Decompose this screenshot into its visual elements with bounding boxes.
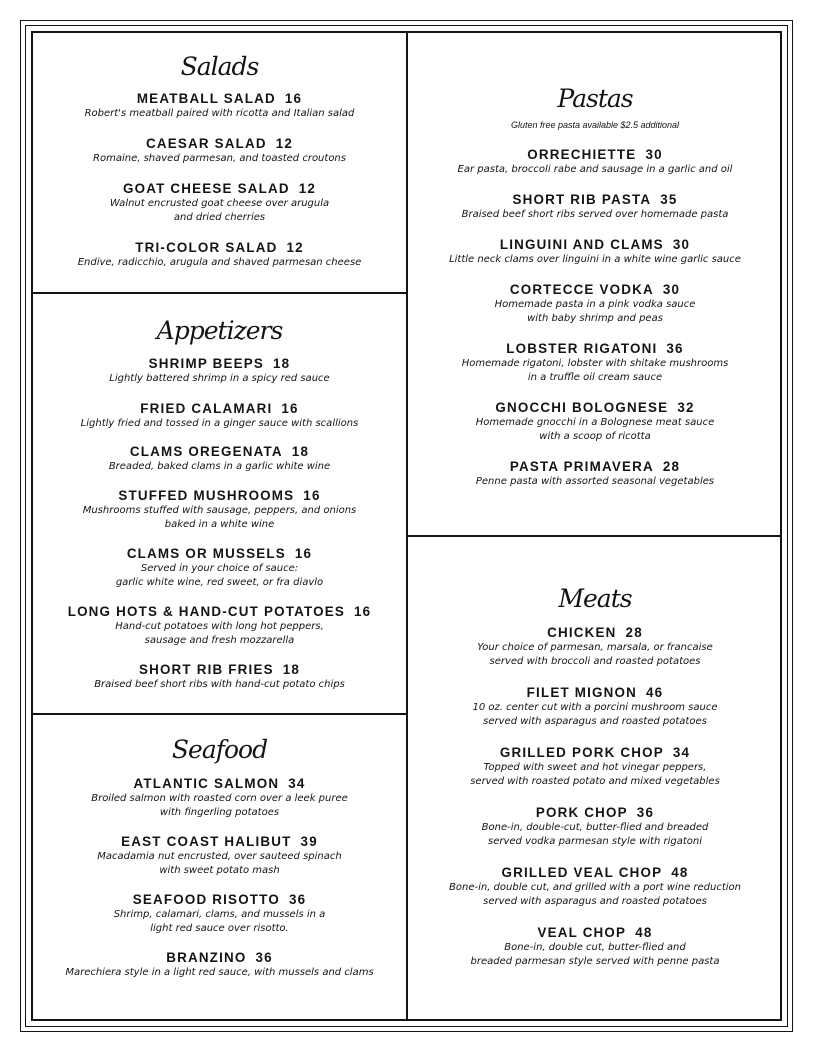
item-name: CLAMS OREGENATA <box>129 444 283 459</box>
menu-item <box>409 237 781 267</box>
item-description: Broiled salmon with roasted corn over a leek puree with fingerling potatoes <box>91 793 348 818</box>
item-description: Homemade gnocchi in a Bolognese meat sauce with a scoop of ricotta <box>475 417 715 442</box>
item-description: Homemade rigatoni, lobster with shitake mushrooms in a truffle oil cream sauce <box>461 358 729 383</box>
item-name: SHORT RIB FRIES <box>138 662 274 677</box>
item-name: LONG HOTS & HAND-CUT POTATOES <box>67 604 346 619</box>
item-price: 12 <box>298 181 316 196</box>
item-price: 34 <box>288 776 306 791</box>
item-description: Your choice of parmesan, marsala, or francaise served with broccoli and roasted potatoes <box>477 642 713 667</box>
section-title-meats: Meats <box>558 584 632 613</box>
item-price: 36 <box>288 892 307 907</box>
item-price: 46 <box>646 685 664 700</box>
divider-appetizers-seafood <box>31 713 407 715</box>
item-price: 30 <box>645 147 663 162</box>
section-title-salads: Salads <box>180 52 259 81</box>
item-description: Penne pasta with assorted seasonal vegetables <box>475 476 715 487</box>
divider-pastas-meats <box>407 535 782 537</box>
menu-item <box>33 892 406 936</box>
menu-item <box>33 834 406 878</box>
item-description: Lightly fried and tossed in a ginger sauce with scallions <box>80 418 359 429</box>
item-name: LOBSTER RIGATONI <box>506 341 658 356</box>
meats-section <box>409 584 781 969</box>
item-description: Bone-in, double-cut, butter-flied and breaded served vodka parmesan style with rigatoni <box>481 822 709 847</box>
appetizers-section <box>33 316 406 692</box>
item-description: Braised beef short ribs with hand-cut potato chips <box>94 679 345 690</box>
item-name: CORTECCE VODKA <box>509 282 654 297</box>
item-description: Bone-in, double cut, butter-flied and breaded parmesan style served with penne pasta <box>470 942 720 967</box>
menu-item <box>409 685 781 729</box>
item-name: SEAFOOD RISOTTO <box>132 892 280 907</box>
item-description: Braised beef short ribs served over homemade pasta <box>461 209 729 220</box>
item-name: SHORT RIB PASTA <box>512 192 652 207</box>
item-name: GOAT CHEESE SALAD <box>122 181 290 196</box>
item-name: LINGUINI AND CLAMS <box>499 237 664 252</box>
item-name: STUFFED MUSHROOMS <box>118 488 295 503</box>
item-description: Shrimp, calamari, clams, and mussels in a light red sauce over risotto. <box>113 909 326 934</box>
item-price: 36 <box>255 950 273 965</box>
menu-item <box>33 604 406 648</box>
menu-item <box>409 341 781 385</box>
menu-item <box>409 400 781 444</box>
item-description: Breaded, baked clams in a garlic white wine <box>108 461 331 472</box>
item-price: 28 <box>662 459 681 474</box>
item-description: Endive, radicchio, arugula and shaved parmesan cheese <box>77 257 362 268</box>
item-price: 12 <box>275 136 294 151</box>
item-name: TRI-COLOR SALAD <box>135 240 278 255</box>
item-price: 36 <box>636 805 655 820</box>
item-name: ORRECHIETTE <box>527 147 637 162</box>
item-description: Bone-in, double cut, and grilled with a port wine reduction served with asparagus and roasted potatoes <box>449 882 741 907</box>
item-price: 18 <box>282 662 301 677</box>
item-price: 18 <box>291 444 310 459</box>
item-name: VEAL CHOP <box>537 925 627 940</box>
item-price: 34 <box>672 745 691 760</box>
pastas-section <box>409 84 781 489</box>
column-divider <box>406 31 408 1021</box>
seafood-section <box>33 735 406 980</box>
item-name: FRIED CALAMARI <box>140 401 273 416</box>
menu-item <box>33 181 406 225</box>
item-price: 16 <box>354 604 372 619</box>
item-price: 16 <box>284 91 303 106</box>
menu-item <box>33 662 406 692</box>
menu-item <box>409 459 781 489</box>
section-title-pastas: Pastas <box>557 84 633 113</box>
menu-item <box>33 240 406 270</box>
item-description: Walnut encrusted goat cheese over arugula and dried cherries <box>109 198 330 223</box>
menu-item <box>33 950 406 980</box>
item-price: 30 <box>662 282 681 297</box>
menu-item <box>33 401 406 431</box>
item-description: Little neck clams over linguini in a white wine garlic sauce <box>449 254 741 265</box>
item-name: PORK CHOP <box>535 805 628 820</box>
item-price: 12 <box>286 240 304 255</box>
item-name: GRILLED PORK CHOP <box>499 745 664 760</box>
item-price: 16 <box>294 546 313 561</box>
item-description: Ear pasta, broccoli rabe and sausage in a garlic and oil <box>457 164 733 175</box>
item-price: 48 <box>671 865 689 880</box>
item-name: PASTA PRIMAVERA <box>509 459 654 474</box>
item-description: Lightly battered shrimp in a spicy red sauce <box>109 373 330 384</box>
item-name: SHRIMP BEEPS <box>148 356 265 371</box>
item-name: GNOCCHI BOLOGNESE <box>495 400 669 415</box>
item-price: 18 <box>273 356 291 371</box>
item-description: Hand-cut potatoes with long hot peppers, sausage and fresh mozzarella <box>115 621 324 646</box>
item-name: GRILLED VEAL CHOP <box>501 865 663 880</box>
menu-item <box>33 546 406 590</box>
item-description: Macadamia nut encrusted, over sauteed spinach with sweet potato mash <box>97 851 342 876</box>
item-price: 35 <box>660 192 678 207</box>
menu-item <box>33 356 406 386</box>
item-description: Marechiera style in a light red sauce, with mussels and clams <box>65 967 374 978</box>
menu-item <box>409 282 781 326</box>
section-title-appetizers: Appetizers <box>156 316 283 345</box>
item-description: 10 oz. center cut with a porcini mushroom sauce served with asparagus and roasted potatoes <box>472 702 718 727</box>
salads-section <box>33 52 406 270</box>
item-price: 30 <box>672 237 691 252</box>
menu-item <box>33 776 406 820</box>
menu-item <box>409 805 781 849</box>
item-price: 28 <box>625 625 643 640</box>
menu-item <box>409 625 781 669</box>
item-name: BRANZINO <box>166 950 247 965</box>
menu-item <box>409 745 781 789</box>
item-description: Homemade pasta in a pink vodka sauce with baby shrimp and peas <box>494 299 696 324</box>
item-description: Mushrooms stuffed with sausage, peppers, and onions baked in a white wine <box>82 505 357 530</box>
item-description: Served in your choice of sauce: garlic white wine, red sweet, or fra diavlo <box>115 563 324 588</box>
menu-item <box>409 192 781 222</box>
item-price: 16 <box>281 401 299 416</box>
item-name: EAST COAST HALIBUT <box>121 834 292 849</box>
item-name: CLAMS OR MUSSELS <box>126 546 286 561</box>
item-name: CHICKEN <box>547 625 617 640</box>
item-description: Romaine, shaved parmesan, and toasted croutons <box>93 153 346 164</box>
menu-item <box>33 444 406 474</box>
menu-item <box>33 91 406 121</box>
divider-salads-appetizers <box>31 292 407 294</box>
item-price: 39 <box>300 834 318 849</box>
menu-item <box>409 865 781 909</box>
item-price: 32 <box>677 400 695 415</box>
item-price: 48 <box>635 925 653 940</box>
item-price: 36 <box>666 341 684 356</box>
menu-item <box>33 488 406 532</box>
menu-item <box>33 136 406 166</box>
section-title-seafood: Seafood <box>171 735 268 764</box>
item-name: ATLANTIC SALMON <box>133 776 280 791</box>
item-name: CAESAR SALAD <box>145 136 267 151</box>
menu-item <box>409 147 781 177</box>
item-price: 16 <box>303 488 321 503</box>
item-description: Robert's meatball paired with ricotta and Italian salad <box>84 108 355 119</box>
item-name: MEATBALL SALAD <box>136 91 276 106</box>
menu-item <box>409 925 781 969</box>
gluten-free-note: Gluten free pasta available $2.5 additional <box>510 120 680 130</box>
item-description: Topped with sweet and hot vinegar peppers, served with roasted potato and mixed vegetables <box>470 762 720 787</box>
item-name: FILET MIGNON <box>526 685 638 700</box>
